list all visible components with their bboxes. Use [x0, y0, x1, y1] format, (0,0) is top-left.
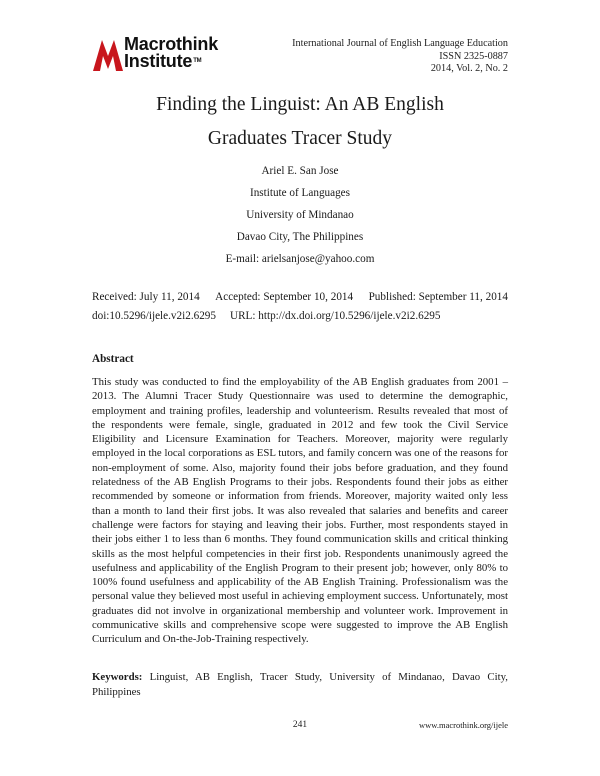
doi-url-link[interactable]: URL: http://dx.doi.org/10.5296/ijele.v2i2.6295: [230, 310, 441, 322]
page-number: 241: [292, 720, 308, 730]
author-email[interactable]: E-mail: arielsanjose@yahoo.com: [225, 253, 375, 265]
paper-title-line-2: Graduates Tracer Study: [207, 128, 393, 149]
logo-trademark: TM: [193, 58, 202, 64]
keywords-label: Keywords:: [92, 671, 143, 683]
keywords-text: Linguist, AB English, Tracer Study, University of Mindanao, Davao City, Philippines: [92, 671, 508, 698]
journal-info: [292, 38, 508, 76]
received-date: Received: July 11, 2014: [92, 291, 200, 303]
accepted-date: Accepted: September 10, 2014: [215, 291, 354, 303]
journal-volume: 2014, Vol. 2, No. 2: [430, 63, 508, 74]
publisher-logo: [92, 36, 242, 76]
logo-line-2: Institute™: [124, 51, 202, 71]
author-block: [0, 160, 600, 270]
logo-line-1: Macrothink: [124, 34, 219, 54]
doi-line: [92, 310, 441, 322]
abstract-body: This study was conducted to find the employability of the AB English graduates from 2001 – 2013. The Alumni Tracer Study Questionnaire was used to determine the demographic, employment and training profiles, leadership and volunteerism. Results revealed that most of the respondents were female, single, graduated in 2012 and few took the Civil Service Eligibility and Licensure Examination for Teachers. Moreover, majority were regularly employed in the local corporations as ESL tutors, and family concern was one of the reasons for non-employment of some. Also, majority found their jobs before graduation, and they found relatedness of the AB English Programs to their jobs. Respondents found their jobs as either recommended by someone or information from friends. Moreover, majority waited only less than a month to land their first jobs. It was also revealed that salaries and benefits and career challenge were factors for staying and leaving their jobs. Further, most respondents stayed in their jobs either 1 to less than 6 months. They found communication skills and critical thinking skills as the most helpful competencies in their first job. Respondents unanimously agreed the usefulness and applicability of the English Program to their present job; however, only 80% to 100% found usefulness and applicability of the AB English Training. Professionalism was the personal value they believed most useful in achieving employment success. Unfortunately, most graduates did not involve in organizational membership and volunteer work. Improvement in communicative skills and comprehensive scope were suggested to improve the AB English Curriculum and On-the-Job-Training respectively.: [92, 376, 508, 646]
macrothink-logo-mark-icon: [92, 38, 124, 72]
paper-title-line-1: Finding the Linguist: An AB English: [156, 94, 444, 115]
author-location: Davao City, The Philippines: [236, 231, 364, 243]
published-date: Published: September 11, 2014: [368, 291, 508, 303]
author-name: Ariel E. San Jose: [261, 165, 339, 177]
journal-name: International Journal of English Language Education: [292, 38, 508, 49]
author-university: University of Mindanao: [246, 209, 354, 221]
author-affiliation: Institute of Languages: [249, 187, 351, 199]
journal-issn: ISSN 2325-0887: [439, 50, 508, 62]
publisher-wordmark: [124, 36, 218, 70]
publication-dates: [92, 291, 508, 303]
keywords-line: [92, 670, 508, 700]
abstract-heading: Abstract: [92, 353, 134, 365]
footer-website-link[interactable]: www.macrothink.org/ijele: [419, 720, 508, 730]
doi: doi:10.5296/ijele.v2i2.6295: [92, 310, 216, 322]
